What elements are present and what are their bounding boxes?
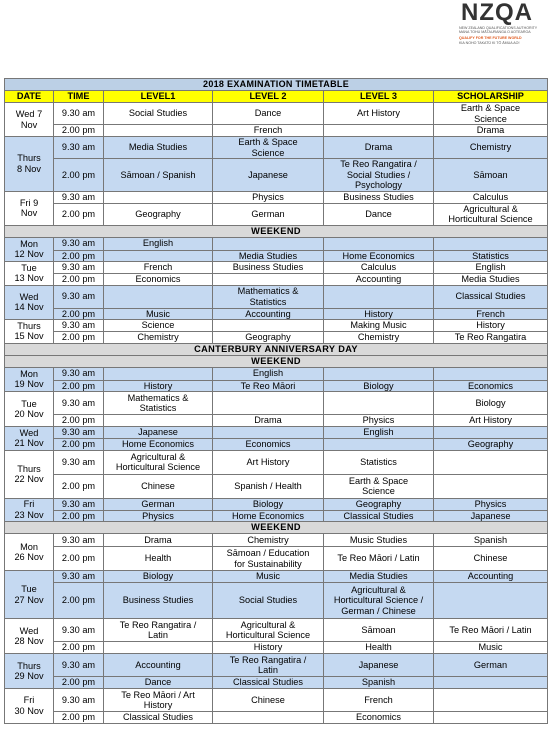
time-cell: 9.30 am	[54, 285, 104, 308]
date-cell: Mon 12 Nov	[5, 237, 54, 262]
level3-cell	[324, 285, 434, 308]
exam-session-row	[5, 125, 548, 137]
exam-session-row	[5, 642, 548, 654]
exam-session-row	[5, 392, 548, 415]
level3-cell: Japanese	[324, 654, 434, 677]
column-header: SCHOLARSHIP	[434, 91, 548, 103]
level1-cell: Music	[104, 308, 213, 320]
time-cell: 2.00 pm	[54, 547, 104, 571]
level3-cell: Biology	[324, 380, 434, 392]
level1-cell: Sāmoan / Spanish	[104, 159, 213, 192]
level2-cell: Physics	[213, 191, 324, 203]
level1-cell: Agricultural & Horticultural Science	[104, 450, 213, 474]
column-header: LEVEL 3	[324, 91, 434, 103]
time-cell: 9.30 am	[54, 103, 104, 125]
weekend-band: WEEKEND	[5, 225, 548, 237]
level1-cell	[104, 367, 213, 380]
scholarship-cell	[434, 367, 548, 380]
level1-cell: Physics	[104, 510, 213, 522]
scholarship-cell	[434, 583, 548, 619]
scholarship-cell	[434, 712, 548, 724]
time-cell: 2.00 pm	[54, 642, 104, 654]
scholarship-cell: French	[434, 308, 548, 320]
scholarship-cell	[434, 237, 548, 250]
time-cell: 2.00 pm	[54, 159, 104, 192]
exam-session-row	[5, 619, 548, 642]
holiday-band-row	[5, 343, 548, 355]
scholarship-cell: Drama	[434, 125, 548, 137]
time-cell: 2.00 pm	[54, 203, 104, 225]
scholarship-cell: Agricultural & Horticultural Science	[434, 203, 548, 225]
level3-cell: Earth & Space Science	[324, 474, 434, 498]
level1-cell: Home Economics	[104, 439, 213, 451]
exam-session-row	[5, 712, 548, 724]
exam-session-row	[5, 654, 548, 677]
level2-cell	[213, 320, 324, 332]
level2-cell: Classical Studies	[213, 677, 324, 689]
level3-cell	[324, 439, 434, 451]
level1-cell: Drama	[104, 534, 213, 547]
level2-cell: Drama	[213, 415, 324, 427]
level2-cell: Economics	[213, 439, 324, 451]
scholarship-cell: Economics	[434, 380, 548, 392]
level2-cell: French	[213, 125, 324, 137]
weekend-band: WEEKEND	[5, 355, 548, 367]
level2-cell: Media Studies	[213, 250, 324, 262]
level1-cell	[104, 250, 213, 262]
level1-cell	[104, 125, 213, 137]
level3-cell: Art History	[324, 103, 434, 125]
level1-cell: French	[104, 262, 213, 274]
date-cell: Tue 20 Nov	[5, 392, 54, 427]
time-cell: 2.00 pm	[54, 677, 104, 689]
weekend-band-row	[5, 522, 548, 534]
scholarship-cell: History	[434, 320, 548, 332]
time-cell: 2.00 pm	[54, 510, 104, 522]
level2-cell: Japanese	[213, 159, 324, 192]
level2-cell: Agricultural & Horticultural Science	[213, 619, 324, 642]
level3-cell	[324, 367, 434, 380]
level2-cell: Te Reo Māori	[213, 380, 324, 392]
scholarship-cell: Japanese	[434, 510, 548, 522]
level3-cell: English	[324, 427, 434, 439]
level1-cell: Te Reo Rangatira / Latin	[104, 619, 213, 642]
level1-cell: Media Studies	[104, 137, 213, 159]
time-cell: 9.30 am	[54, 534, 104, 547]
level3-cell	[324, 392, 434, 415]
scholarship-cell: Te Reo Māori / Latin	[434, 619, 548, 642]
scholarship-cell	[434, 677, 548, 689]
level1-cell: Mathematics & Statistics	[104, 392, 213, 415]
date-cell: Thurs 8 Nov	[5, 137, 54, 192]
level3-cell: History	[324, 308, 434, 320]
date-cell: Fri 9 Nov	[5, 191, 54, 225]
level2-cell: Music	[213, 571, 324, 583]
exam-session-row	[5, 427, 548, 439]
exam-session-row	[5, 367, 548, 380]
exam-session-row	[5, 571, 548, 583]
time-cell: 9.30 am	[54, 262, 104, 274]
level1-cell: Classical Studies	[104, 712, 213, 724]
level2-cell: English	[213, 367, 324, 380]
exam-session-row	[5, 498, 548, 510]
exam-session-row	[5, 474, 548, 498]
exam-session-row	[5, 677, 548, 689]
weekend-band-row	[5, 225, 548, 237]
scholarship-cell: Sāmoan	[434, 159, 548, 192]
level2-cell: Sāmoan / Education for Sustainability	[213, 547, 324, 571]
level3-cell: Home Economics	[324, 250, 434, 262]
time-cell: 2.00 pm	[54, 439, 104, 451]
level1-cell: Dance	[104, 677, 213, 689]
level3-cell: French	[324, 689, 434, 712]
level1-cell	[104, 285, 213, 308]
date-cell: Fri 30 Nov	[5, 689, 54, 724]
level3-cell: Sāmoan	[324, 619, 434, 642]
level3-cell: Geography	[324, 498, 434, 510]
exam-session-row	[5, 439, 548, 451]
logo-tagline2: KIA NOHO TAKATŪ KI TŌ ĀMUA AO!	[459, 40, 520, 45]
level2-cell	[213, 392, 324, 415]
scholarship-cell: Earth & Space Science	[434, 103, 548, 125]
level3-cell: Chemistry	[324, 332, 434, 344]
exam-session-row	[5, 237, 548, 250]
level1-cell: Science	[104, 320, 213, 332]
level1-cell: History	[104, 380, 213, 392]
level1-cell: Business Studies	[104, 583, 213, 619]
scholarship-cell	[434, 689, 548, 712]
level2-cell: Geography	[213, 332, 324, 344]
scholarship-cell: Music	[434, 642, 548, 654]
exam-session-row	[5, 510, 548, 522]
level1-cell	[104, 642, 213, 654]
time-cell: 2.00 pm	[54, 583, 104, 619]
level1-cell: Accounting	[104, 654, 213, 677]
level1-cell: Biology	[104, 571, 213, 583]
time-cell: 9.30 am	[54, 367, 104, 380]
date-cell: Wed 28 Nov	[5, 619, 54, 654]
level1-cell: Geography	[104, 203, 213, 225]
date-cell: Wed 7 Nov	[5, 103, 54, 137]
level2-cell: History	[213, 642, 324, 654]
level3-cell: Health	[324, 642, 434, 654]
scholarship-cell: Spanish	[434, 534, 548, 547]
logo-org-line1: NEW ZEALAND QUALIFICATIONS AUTHORITY	[459, 26, 538, 30]
timetable-header-row	[5, 91, 548, 103]
time-cell: 2.00 pm	[54, 250, 104, 262]
exam-session-row	[5, 450, 548, 474]
exam-session-row	[5, 274, 548, 286]
exam-session-row	[5, 547, 548, 571]
scholarship-cell: Biology	[434, 392, 548, 415]
time-cell: 9.30 am	[54, 571, 104, 583]
exam-session-row	[5, 103, 548, 125]
scholarship-cell: English	[434, 262, 548, 274]
scholarship-cell	[434, 427, 548, 439]
time-cell: 9.30 am	[54, 498, 104, 510]
exam-session-row	[5, 285, 548, 308]
exam-session-row	[5, 583, 548, 619]
time-cell: 2.00 pm	[54, 308, 104, 320]
level2-cell	[213, 237, 324, 250]
level3-cell: Accounting	[324, 274, 434, 286]
time-cell: 2.00 pm	[54, 274, 104, 286]
level1-cell: Health	[104, 547, 213, 571]
level3-cell: Statistics	[324, 450, 434, 474]
column-header: TIME	[54, 91, 104, 103]
level1-cell: Social Studies	[104, 103, 213, 125]
time-cell: 2.00 pm	[54, 415, 104, 427]
level3-cell: Media Studies	[324, 571, 434, 583]
scholarship-cell: Art History	[434, 415, 548, 427]
time-cell: 9.30 am	[54, 191, 104, 203]
time-cell: 9.30 am	[54, 450, 104, 474]
scholarship-cell: Te Reo Rangatira	[434, 332, 548, 344]
level1-cell: English	[104, 237, 213, 250]
level3-cell: Agricultural & Horticultural Science / German / Chinese	[324, 583, 434, 619]
exam-session-row	[5, 380, 548, 392]
weekend-band: WEEKEND	[5, 522, 548, 534]
exam-session-row	[5, 689, 548, 712]
holiday-band: CANTERBURY ANNIVERSARY DAY	[5, 343, 548, 355]
scholarship-cell: Accounting	[434, 571, 548, 583]
date-cell: Mon 19 Nov	[5, 367, 54, 392]
level2-cell: Earth & Space Science	[213, 137, 324, 159]
scholarship-cell	[434, 450, 548, 474]
scholarship-cell: Statistics	[434, 250, 548, 262]
exam-session-row	[5, 320, 548, 332]
level3-cell: Music Studies	[324, 534, 434, 547]
level3-cell: Physics	[324, 415, 434, 427]
time-cell: 9.30 am	[54, 392, 104, 415]
level2-cell	[213, 712, 324, 724]
exam-session-row	[5, 534, 548, 547]
nzqa-logo	[455, 0, 538, 52]
logo-tagline1: QUALIFY FOR THE FUTURE WORLD	[459, 36, 522, 41]
level3-cell: Drama	[324, 137, 434, 159]
scholarship-cell: Calculus	[434, 191, 548, 203]
level3-cell: Calculus	[324, 262, 434, 274]
exam-session-row	[5, 332, 548, 344]
date-cell: Thurs 29 Nov	[5, 654, 54, 689]
time-cell: 2.00 pm	[54, 380, 104, 392]
exam-session-row	[5, 203, 548, 225]
level3-cell: Economics	[324, 712, 434, 724]
level2-cell: Te Reo Rangatira / Latin	[213, 654, 324, 677]
date-cell: Wed 21 Nov	[5, 427, 54, 451]
scholarship-cell: Chinese	[434, 547, 548, 571]
level3-cell: Business Studies	[324, 191, 434, 203]
level1-cell: Chinese	[104, 474, 213, 498]
level2-cell	[213, 274, 324, 286]
exam-session-row	[5, 159, 548, 192]
level1-cell: Te Reo Māori / Art History	[104, 689, 213, 712]
level3-cell	[324, 237, 434, 250]
exam-session-row	[5, 262, 548, 274]
level3-cell: Te Reo Māori / Latin	[324, 547, 434, 571]
date-cell: Thurs 22 Nov	[5, 450, 54, 498]
level3-cell	[324, 125, 434, 137]
time-cell: 9.30 am	[54, 427, 104, 439]
level2-cell: Business Studies	[213, 262, 324, 274]
time-cell: 9.30 am	[54, 689, 104, 712]
exam-session-row	[5, 191, 548, 203]
level1-cell: German	[104, 498, 213, 510]
scholarship-cell: Classical Studies	[434, 285, 548, 308]
level1-cell: Economics	[104, 274, 213, 286]
exam-session-row	[5, 250, 548, 262]
level2-cell: Biology	[213, 498, 324, 510]
level3-cell: Dance	[324, 203, 434, 225]
timetable-title-row	[5, 79, 548, 91]
level3-cell: Classical Studies	[324, 510, 434, 522]
exam-session-row	[5, 308, 548, 320]
level2-cell: Mathematics & Statistics	[213, 285, 324, 308]
weekend-band-row	[5, 355, 548, 367]
level3-cell: Te Reo Rangatira / Social Studies / Psychology	[324, 159, 434, 192]
time-cell: 9.30 am	[54, 320, 104, 332]
exam-session-row	[5, 137, 548, 159]
level1-cell	[104, 415, 213, 427]
exam-timetable	[4, 78, 548, 724]
logo-org-line2: MANA TOHU MĀTAURANGA O AOTEAROA	[459, 30, 531, 35]
date-cell: Fri 23 Nov	[5, 498, 54, 522]
level2-cell	[213, 427, 324, 439]
column-header: LEVEL 2	[213, 91, 324, 103]
scholarship-cell: German	[434, 654, 548, 677]
level2-cell: Home Economics	[213, 510, 324, 522]
date-cell: Thurs 15 Nov	[5, 320, 54, 344]
time-cell: 9.30 am	[54, 137, 104, 159]
level3-cell: Making Music	[324, 320, 434, 332]
level2-cell: Art History	[213, 450, 324, 474]
date-cell: Mon 26 Nov	[5, 534, 54, 571]
level1-cell: Chemistry	[104, 332, 213, 344]
timetable-title: 2018 EXAMINATION TIMETABLE	[5, 79, 548, 91]
scholarship-cell: Geography	[434, 439, 548, 451]
level2-cell: Dance	[213, 103, 324, 125]
time-cell: 2.00 pm	[54, 125, 104, 137]
level2-cell: Spanish / Health	[213, 474, 324, 498]
exam-session-row	[5, 415, 548, 427]
date-cell: Tue 27 Nov	[5, 571, 54, 619]
level2-cell: German	[213, 203, 324, 225]
logo-wordmark: NZQA	[461, 0, 533, 26]
level2-cell: Chinese	[213, 689, 324, 712]
date-cell: Tue 13 Nov	[5, 262, 54, 286]
column-header: DATE	[5, 91, 54, 103]
date-cell: Wed 14 Nov	[5, 285, 54, 320]
scholarship-cell	[434, 474, 548, 498]
scholarship-cell: Media Studies	[434, 274, 548, 286]
time-cell: 2.00 pm	[54, 332, 104, 344]
level3-cell: Spanish	[324, 677, 434, 689]
level2-cell: Chemistry	[213, 534, 324, 547]
time-cell: 9.30 am	[54, 654, 104, 677]
scholarship-cell: Physics	[434, 498, 548, 510]
level1-cell	[104, 191, 213, 203]
level1-cell: Japanese	[104, 427, 213, 439]
level2-cell: Social Studies	[213, 583, 324, 619]
time-cell: 9.30 am	[54, 237, 104, 250]
time-cell: 9.30 am	[54, 619, 104, 642]
column-header: LEVEL1	[104, 91, 213, 103]
time-cell: 2.00 pm	[54, 474, 104, 498]
scholarship-cell: Chemistry	[434, 137, 548, 159]
level2-cell: Accounting	[213, 308, 324, 320]
time-cell: 2.00 pm	[54, 712, 104, 724]
